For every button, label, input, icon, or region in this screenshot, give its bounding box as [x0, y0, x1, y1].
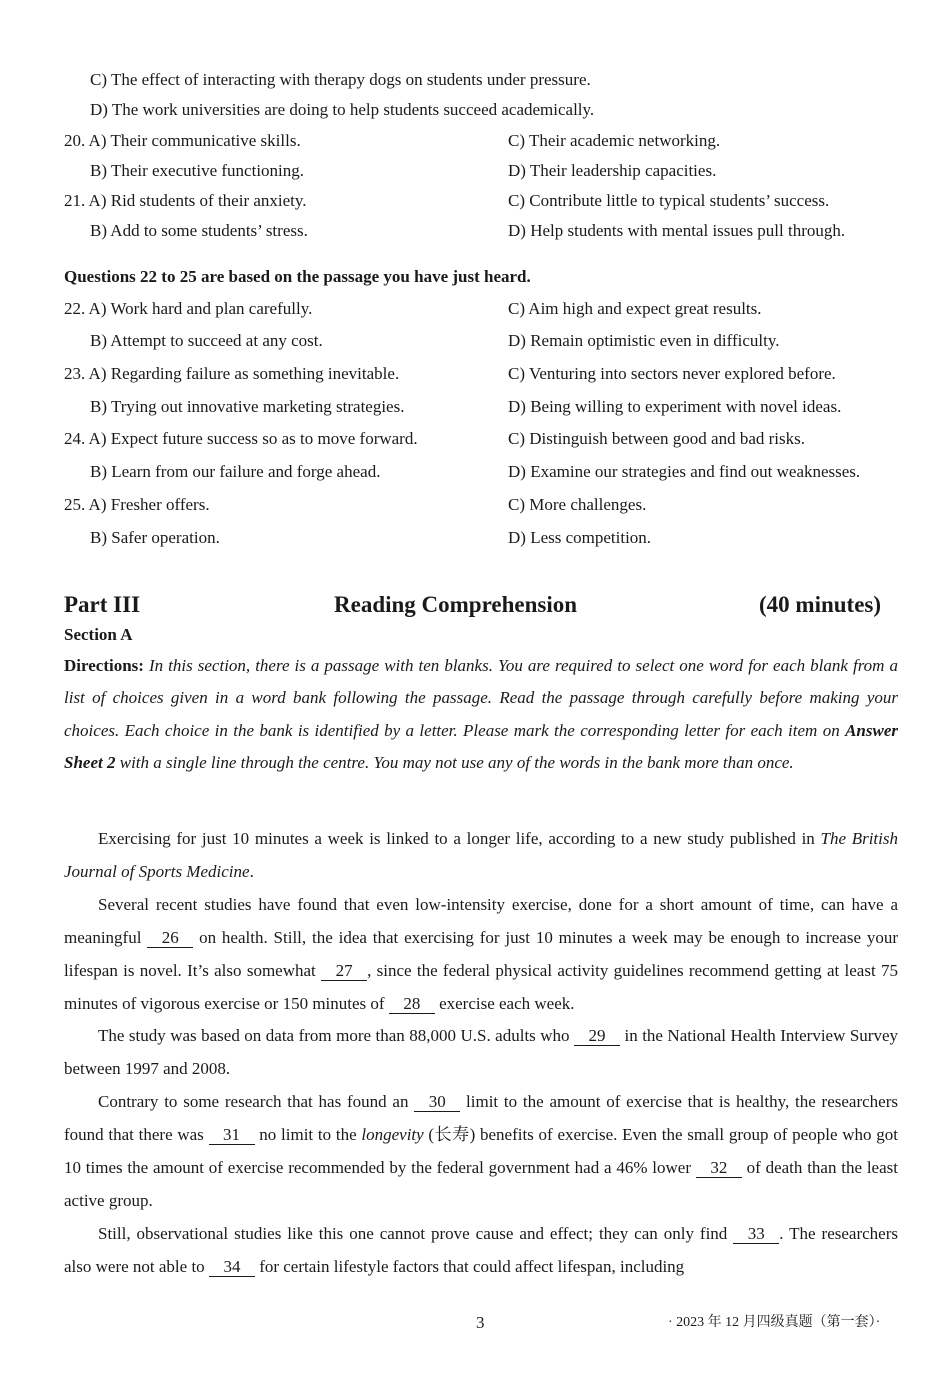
q21-option-a: 21. A) Rid students of their anxiety. — [64, 191, 307, 210]
blank-28[interactable]: 28 — [389, 995, 435, 1014]
section-heading: Section A — [64, 625, 133, 644]
q24-option-a: 24. A) Expect future success so as to move forward. — [64, 429, 418, 448]
part-label: Part III — [64, 592, 141, 617]
q25-option-d: D) Less competition. — [508, 528, 652, 547]
p3-text-a: The study was based on data from more than 88,000 U.S. adults who — [98, 1026, 575, 1045]
longevity-term: longevity — [361, 1125, 424, 1144]
blank-34[interactable]: 34 — [209, 1258, 255, 1277]
directions-label: Directions: — [64, 656, 144, 675]
p1-text-b: . — [249, 862, 254, 881]
blank-30[interactable]: 30 — [414, 1093, 460, 1112]
part-title: Reading Comprehension — [334, 592, 578, 617]
p5-text-c: for certain lifestyle factors that could affect lifespan, including — [254, 1257, 685, 1276]
p4-text-a: Contrary to some research that has found an — [98, 1092, 415, 1111]
q19-option-c: C) The effect of interacting with therapy dogs on students under pressure. — [90, 70, 591, 89]
q20-option-b: B) Their executive functioning. — [90, 161, 305, 180]
journal-title: The British Journal of Sports Medicine — [64, 829, 898, 881]
p2-text-a: Several recent studies have found that even low-intensity exercise, done for a short amount of time, can have a meaningful — [64, 895, 898, 947]
p4-text-d: benefits of exercise. Even the small group of people who got 10 times the amount of exercise recommended by the federal government had a 46% lower — [64, 1125, 898, 1177]
q20-option-a: 20. A) Their communicative skills. — [64, 131, 301, 150]
p1-text-a: Exercising for just 10 minutes a week is linked to a longer life, according to a new study published in — [98, 829, 821, 848]
q24-option-c: C) Distinguish between good and bad risks. — [508, 429, 805, 448]
blank-32[interactable]: 32 — [696, 1159, 742, 1178]
part-time: (40 minutes) — [759, 592, 882, 617]
answer-sheet-ref: Answer Sheet 2 — [64, 720, 898, 772]
directions — [64, 650, 898, 779]
blank-27[interactable]: 27 — [321, 962, 367, 981]
p5-text-a: Still, observational studies like this one cannot prove cause and effect; they can only find — [98, 1224, 734, 1243]
p4-text-e: of death than the least active group. — [64, 1158, 898, 1210]
q25-option-c: C) More challenges. — [508, 495, 647, 514]
paragraph-1 — [64, 822, 898, 888]
longevity-gloss: (长寿) — [423, 1125, 476, 1144]
q22-option-a: 22. A) Work hard and plan carefully. — [64, 299, 313, 318]
q22-option-b: B) Attempt to succeed at any cost. — [90, 331, 323, 350]
q21-option-b: B) Add to some students’ stress. — [90, 221, 308, 240]
q23-option-b: B) Trying out innovative marketing strategies. — [90, 397, 405, 416]
q24-option-b: B) Learn from our failure and forge ahead. — [90, 462, 381, 481]
p2-text-d: exercise each week. — [434, 994, 575, 1013]
q25-option-b: B) Safer operation. — [90, 528, 220, 547]
blank-33[interactable]: 33 — [733, 1225, 779, 1244]
q23-option-d: D) Being willing to experiment with novel ideas. — [508, 397, 842, 416]
passage-heading: Questions 22 to 25 are based on the passage you have just heard. — [64, 267, 531, 286]
q22-option-c: C) Aim high and expect great results. — [508, 299, 762, 318]
page-number: 3 — [476, 1313, 485, 1332]
q23-option-a: 23. A) Regarding failure as something inevitable. — [64, 364, 400, 383]
p4-text-c: no limit to the — [254, 1125, 362, 1144]
p4-text-b: limit to the amount of exercise that is healthy, the researchers found that there was — [64, 1092, 898, 1144]
p2-text-c: , since the federal physical activity guidelines recommend getting at least 75 minutes of vigorous exercise or 150 minutes of — [64, 961, 898, 1013]
p5-text-b: . The researchers also were not able to — [64, 1224, 898, 1276]
paragraph-3 — [64, 1019, 898, 1085]
p3-text-b: in the National Health Interview Survey between 1997 and 2008. — [64, 1026, 899, 1078]
q21-option-d: D) Help students with mental issues pull through. — [508, 221, 846, 240]
q23-option-c: C) Venturing into sectors never explored before. — [508, 364, 836, 383]
q19-option-d: D) The work universities are doing to help students succeed academically. — [90, 100, 595, 119]
q22-option-d: D) Remain optimistic even in difficulty. — [508, 331, 780, 350]
paragraph-5 — [64, 1217, 898, 1283]
q20-option-c: C) Their academic networking. — [508, 131, 721, 150]
q25-option-a: 25. A) Fresher offers. — [64, 495, 210, 514]
paragraph-2 — [64, 888, 898, 1020]
q21-option-c: C) Contribute little to typical students’ success. — [508, 191, 830, 210]
exam-label: · 2023 年 12 月四级真题（第一套）· — [668, 1315, 881, 1330]
p2-text-b: on health. Still, the idea that exercising for just 10 minutes a week may be enough to increase your lifespan is novel. It’s also somewhat — [64, 928, 899, 980]
directions-text-1: In this section, there is a passage with ten blanks. You are required to select one word for each blank from a list of choices given in a word bank following the passage. Read the passage through carefully before making your choices. Each choice in the bank is identified by a letter. Please mark the corresponding letter for each item on — [64, 656, 898, 740]
blank-31[interactable]: 31 — [209, 1126, 255, 1145]
q20-option-d: D) Their leadership capacities. — [508, 161, 717, 180]
q24-option-d: D) Examine our strategies and find out weaknesses. — [508, 462, 861, 481]
blank-29[interactable]: 29 — [574, 1027, 620, 1046]
paragraph-4 — [64, 1085, 898, 1217]
directions-text-2: with a single line through the centre. You may not use any of the words in the bank more than once. — [115, 752, 794, 772]
blank-26[interactable]: 26 — [147, 929, 193, 948]
